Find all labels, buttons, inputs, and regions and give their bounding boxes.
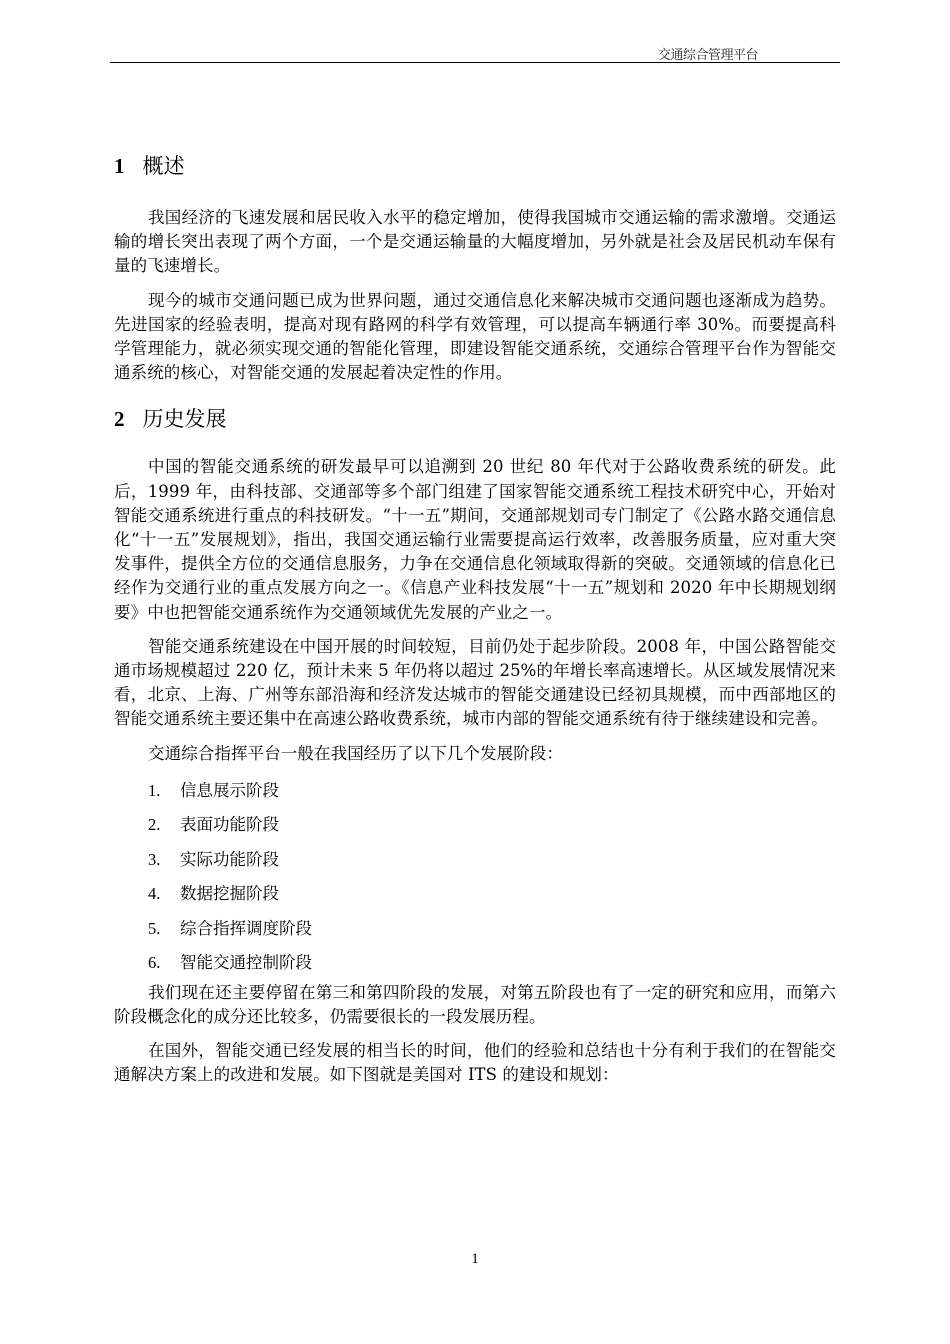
section-number: 2 (114, 407, 125, 432)
paragraph: 现今的城市交通问题已成为世界问题，通过交通信息化来解决城市交通问题也逐渐成为趋势。先进国家的经验表明，提高对现有路网的科学有效管理，可以提高车辆通行率 30%。而要提高科学管理能力，就必须实现交通的智能化管理，即建设智能交通系统，交通综合管理平台作为智能交通系统的核心，对智能交通的发展起着决定性的作用。 (114, 290, 836, 383)
list-item (114, 774, 836, 809)
paragraph: 智能交通系统建设在中国开展的时间较短，目前仍处于起步阶段。2008 年，中国公路智能交通市场规模超过 220 亿，预计未来 5 年仍将以超过 25%的年增长率高速增长。从区域发展情况来看，北京、上海、广州等东部沿海和经济发达城市的智能交通建设已经初具规模，而中西部地区的智能交通系统主要还集中在高速公路收费系统，城市内部的智能交通系统有待于继续建设和完善。 (114, 636, 836, 729)
header-rule (110, 62, 840, 63)
list-item (114, 877, 836, 912)
paragraph: 我国经济的飞速发展和居民收入水平的稳定增加，使得我国城市交通运输的需求激增。交通运输的增长突出表现了两个方面，一个是交通运输量的大幅度增加，另外就是社会及居民机动车保有量的飞速增长。 (114, 208, 836, 276)
list-item-label: 信息展示阶段 (180, 780, 279, 800)
list-item-number: 3. (148, 849, 161, 869)
list-item (114, 912, 836, 947)
section-number: 1 (114, 154, 125, 178)
list-item-number: 4. (148, 884, 161, 904)
document-body (114, 150, 836, 1088)
section-title: 历史发展 (142, 407, 227, 432)
list-item-label: 综合指挥调度阶段 (180, 918, 312, 938)
list-item (114, 843, 836, 878)
paragraph: 在国外，智能交通已经发展的相当长的时间，他们的经验和总结也十分有利于我们的在智能交通解决方案上的改进和发展。如下图就是美国对 ITS 的建设和规划： (114, 1041, 836, 1085)
list-item (114, 808, 836, 843)
list-item (114, 946, 836, 981)
paragraph: 我们现在还主要停留在第三和第四阶段的发展，对第五阶段也有了一定的研究和应用，而第六阶段概念化的成分还比较多，仍需要很长的一段发展历程。 (114, 982, 836, 1027)
list-item-number: 5. (148, 918, 161, 938)
list-item-label: 智能交通控制阶段 (180, 953, 312, 973)
list-item-number: 2. (148, 815, 161, 835)
section-heading-overview (114, 150, 836, 182)
list-item-number: 6. (148, 953, 161, 973)
paragraph: 交通综合指挥平台一般在我国经历了以下几个发展阶段： (148, 743, 563, 763)
section-title: 概述 (142, 154, 185, 178)
stage-list (114, 774, 836, 981)
list-item-label: 数据挖掘阶段 (180, 884, 279, 904)
list-item-number: 1. (148, 780, 161, 800)
section-heading-history (114, 403, 836, 435)
page-number: 1 (471, 1251, 479, 1267)
list-item-label: 表面功能阶段 (180, 815, 279, 835)
list-item-label: 实际功能阶段 (180, 849, 279, 869)
paragraph: 中国的智能交通系统的研发最早可以追溯到 20 世纪 80 年代对于公路收费系统的研发。此后，1999 年，由科技部、交通部等多个部门组建了国家智能交通系统工程技术研究中心，开始对智能交通系统进行重点的科技研发。“十一五”期间，交通部规划司专门制定了《公路水路交通信息化“十一五”发展规划》，指出，我国交通运输行业需要提高运行效率，改善服务质量，应对重大突发事件，提供全方位的交通信息服务，力争在交通信息化领域取得新的突破。交通领域的信息化已经作为交通行业的重点发展方向之一。《信息产业科技发展“十一五”规划和 2020 年中长期规划纲要》中也把智能交通系统作为交通领域优先发展的产业之一。 (114, 457, 836, 622)
header-title: 交通综合管理平台 (657, 48, 758, 63)
